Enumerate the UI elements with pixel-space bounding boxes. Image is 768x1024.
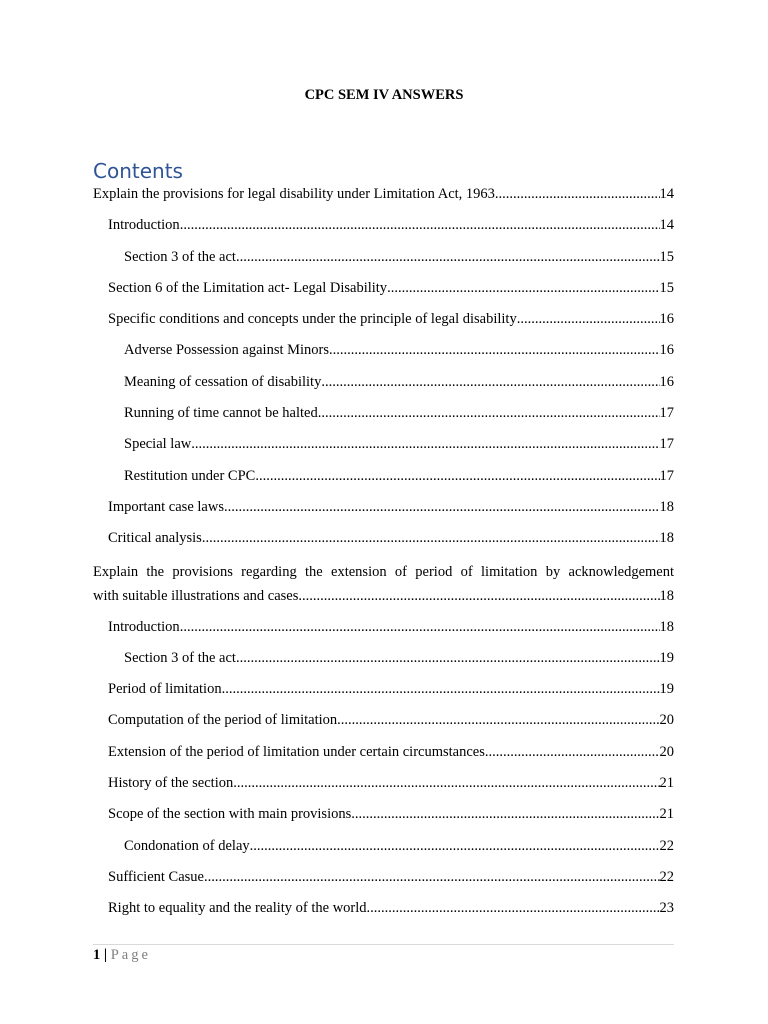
toc-page-number: 16 bbox=[659, 311, 674, 328]
toc-dot-leader bbox=[224, 497, 660, 518]
toc-dot-leader bbox=[236, 247, 660, 268]
toc-page-number: 21 bbox=[659, 775, 674, 792]
toc-dot-leader bbox=[337, 710, 659, 731]
toc-entry-text: History of the section bbox=[108, 775, 234, 792]
toc-dot-leader bbox=[236, 648, 660, 669]
toc-page-number: 18 bbox=[659, 498, 674, 515]
toc-dot-leader bbox=[387, 278, 659, 299]
toc-entry-section-3[interactable] bbox=[93, 247, 674, 278]
toc-entry-running-of-time[interactable] bbox=[93, 403, 674, 434]
page-footer bbox=[93, 947, 151, 964]
toc-entry-cessation-of-disability[interactable] bbox=[93, 372, 674, 403]
footer-separator: | bbox=[103, 947, 108, 963]
toc-entry-text: Extension of the period of limitation under certain circumstances bbox=[108, 743, 485, 760]
toc-dot-leader bbox=[255, 466, 659, 487]
toc-entry-critical-analysis[interactable] bbox=[93, 528, 674, 559]
toc-page-number: 16 bbox=[659, 373, 674, 390]
toc-dot-leader bbox=[191, 434, 659, 455]
toc-entry-text: Adverse Possession against Minors bbox=[124, 342, 330, 359]
toc-dot-leader bbox=[318, 403, 660, 424]
toc-entry-adverse-possession[interactable] bbox=[93, 340, 674, 371]
toc-page-number: 17 bbox=[659, 405, 674, 422]
toc-entry-special-law[interactable] bbox=[93, 434, 674, 465]
toc-entry-sufficient-cause[interactable] bbox=[93, 867, 674, 898]
toc-entry-text: Explain the provisions for legal disability under Limitation Act, 1963 bbox=[93, 186, 495, 202]
toc-entry-history[interactable] bbox=[93, 773, 674, 804]
toc-entry-condonation[interactable] bbox=[93, 836, 674, 867]
toc-entry-text: Important case laws bbox=[108, 498, 224, 515]
toc-page-number: 22 bbox=[659, 868, 674, 885]
toc-entry-text: Critical analysis bbox=[108, 530, 202, 547]
toc-entry-important-case-laws[interactable] bbox=[93, 497, 674, 528]
toc-entry-section-6[interactable] bbox=[93, 278, 674, 309]
footer-page-number: 1 bbox=[93, 947, 101, 963]
toc-dot-leader bbox=[351, 804, 659, 825]
toc-entry-text: Running of time cannot be halted bbox=[124, 405, 318, 422]
toc-entry-extension-circumstances[interactable] bbox=[93, 742, 674, 773]
toc-dot-leader bbox=[204, 867, 660, 888]
document-title: CPC SEM IV ANSWERS bbox=[304, 87, 464, 103]
toc-entry-legal-disability[interactable] bbox=[93, 184, 674, 215]
toc-entry-text: Section 3 of the act bbox=[124, 248, 236, 265]
toc-entry-text: Right to equality and the reality of the world bbox=[108, 900, 367, 917]
toc-dot-leader bbox=[233, 773, 659, 794]
contents-heading: Contents bbox=[93, 159, 183, 183]
toc-dot-leader bbox=[222, 679, 660, 700]
toc-page-number: 18 bbox=[659, 587, 674, 604]
toc-dot-leader bbox=[495, 184, 660, 205]
toc-page-number: 18 bbox=[659, 530, 674, 547]
toc-page-number: 14 bbox=[659, 186, 674, 202]
toc-dot-leader bbox=[321, 372, 659, 393]
toc-page-number: 14 bbox=[659, 217, 674, 234]
toc-entry-text: Restitution under CPC bbox=[124, 467, 256, 484]
toc-page-number: 20 bbox=[659, 712, 674, 729]
toc-entry-text: Sufficient Casue bbox=[108, 868, 204, 885]
toc-entry-text: Introduction bbox=[108, 618, 180, 635]
footer-divider bbox=[93, 944, 674, 945]
toc-entry-text-line2: with suitable illustrations and cases bbox=[93, 587, 299, 604]
toc-dot-leader bbox=[180, 215, 660, 236]
toc-entry-text: Meaning of cessation of disability bbox=[124, 373, 322, 390]
toc-page-number: 16 bbox=[659, 342, 674, 359]
toc-dot-leader bbox=[202, 528, 660, 549]
toc-entry-extension-by-acknowledgement[interactable] bbox=[93, 560, 674, 617]
toc-entry-introduction-2[interactable] bbox=[93, 617, 674, 648]
table-of-contents bbox=[93, 184, 674, 930]
toc-page-number: 22 bbox=[659, 837, 674, 854]
toc-entry-text-line1: Explain the provisions regarding the extension of period of limitation by acknowledgement bbox=[93, 563, 674, 580]
toc-page-number: 15 bbox=[659, 279, 674, 296]
toc-entry-text: Section 6 of the Limitation act- Legal Disability bbox=[108, 279, 388, 296]
toc-entry-text: Period of limitation bbox=[108, 681, 222, 698]
toc-entry-section-3-2[interactable] bbox=[93, 648, 674, 679]
footer-page-word: Page bbox=[110, 947, 151, 963]
toc-dot-leader bbox=[367, 898, 660, 919]
toc-page-number: 19 bbox=[659, 681, 674, 698]
toc-entry-right-to-equality[interactable] bbox=[93, 898, 674, 929]
toc-dot-leader bbox=[517, 309, 660, 330]
toc-entry-text: Introduction bbox=[108, 217, 180, 234]
toc-dot-leader bbox=[180, 617, 660, 638]
toc-dot-leader bbox=[298, 584, 659, 608]
toc-page-number: 15 bbox=[659, 248, 674, 265]
toc-entry-period-of-limitation[interactable] bbox=[93, 679, 674, 710]
toc-entry-computation[interactable] bbox=[93, 710, 674, 741]
toc-entry-specific-conditions[interactable] bbox=[93, 309, 674, 340]
toc-dot-leader bbox=[329, 340, 659, 361]
toc-entry-restitution[interactable] bbox=[93, 466, 674, 497]
toc-entry-text: Computation of the period of limitation bbox=[108, 712, 338, 729]
toc-entry-text: Special law bbox=[124, 436, 192, 453]
toc-entry-text: Condonation of delay bbox=[124, 837, 250, 854]
toc-page-number: 18 bbox=[659, 618, 674, 635]
toc-page-number: 19 bbox=[659, 649, 674, 666]
toc-entry-text: Specific conditions and concepts under the principle of legal disability bbox=[108, 311, 517, 328]
toc-page-number: 17 bbox=[659, 467, 674, 484]
toc-page-number: 17 bbox=[659, 436, 674, 453]
toc-dot-leader bbox=[250, 836, 660, 857]
toc-entry-text: Scope of the section with main provisions bbox=[108, 806, 352, 823]
toc-entry-introduction[interactable] bbox=[93, 215, 674, 246]
toc-page-number: 20 bbox=[659, 743, 674, 760]
toc-page-number: 21 bbox=[659, 806, 674, 823]
toc-entry-scope[interactable] bbox=[93, 804, 674, 835]
toc-entry-text: Section 3 of the act bbox=[124, 649, 236, 666]
toc-page-number: 23 bbox=[659, 900, 674, 917]
toc-dot-leader bbox=[485, 742, 660, 763]
